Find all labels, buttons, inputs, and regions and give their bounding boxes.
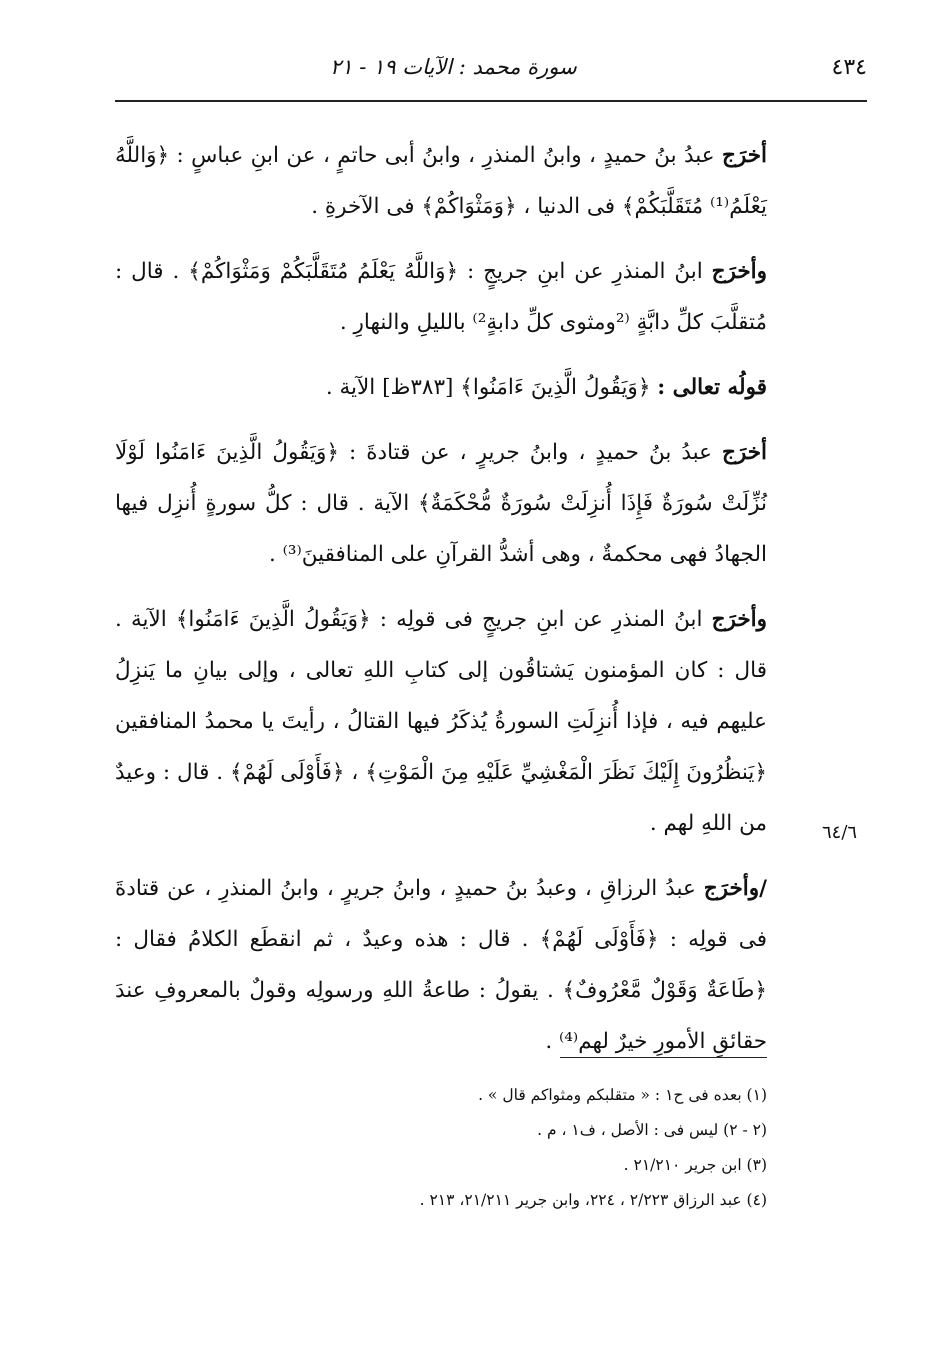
paragraph-text: ابنُ المنذرِ عن ابنِ جريجٍ فى قولِه : ﴿وَيَقُولُ الَّذِينَ ءَامَنُوا﴾ الآية . قال : كان المؤمنون يَشتاقُون إلى كتابِ اللهِ تعالى ، وإلى بيانِ ما يَنزِلُ عليهم فيه ، فإذا أُنزِلَتِ السورةُ يُذكَرُ فيها القتالُ ، رأيتَ يا محمدُ المنافقين ﴿يَنظُرُونَ إِلَيْكَ نَظَرَ الْمَغْشِيِّ عَلَيْهِ مِنَ الْمَوْتِ﴾ ، ﴿فَأَوْلَى لَهُمْ﴾ . قال : وعيدٌ من اللهِ لهم . bbox=[115, 607, 767, 836]
paragraph-lead: وأخرَج bbox=[711, 259, 767, 284]
paragraph-lead: أخرَج bbox=[721, 440, 767, 465]
paragraph-text: ﴿وَيَقُولُ الَّذِينَ ءَامَنُوا﴾ [٣٨٣ظ] الآية . bbox=[325, 375, 658, 400]
paragraph-text: ابنُ المنذرِ عن ابنِ جريجٍ : ﴿وَاللَّهُ يَعْلَمُ مُتَقَلَّبَكُمْ وَمَثْوَاكُمْ﴾ . قال : مُتقلَّبَ كلِّ دابَّةٍ ⁽²ومثوى كلِّ دابةٍ²⁾ بالليلِ والنهارِ . bbox=[115, 259, 767, 335]
margin-folio-note: ٦٤/٦ bbox=[822, 822, 858, 843]
running-title: سورة محمد : الآيات ١٩ - ٢١ bbox=[330, 55, 577, 79]
footnote: (١) بعده فى ح١ : « متقلبكم ومثواكم قال » . bbox=[478, 1086, 767, 1104]
footnote: (٤) عبد الرزاق ٢/٢٢٣ ، ٢٢٤، وابن جرير ٢١/٢١١، ٢١٣ . bbox=[419, 1191, 767, 1209]
paragraph-lead: قولُه تعالى : bbox=[657, 375, 767, 400]
footnote: (٣) ابن جرير ٢١/٢١٠ . bbox=[623, 1156, 767, 1174]
footnote-rule bbox=[560, 1057, 767, 1058]
page-header bbox=[115, 55, 867, 95]
footnotes bbox=[250, 1078, 767, 1218]
main-text bbox=[115, 130, 767, 1081]
paragraph-lead: /وأخرَج bbox=[703, 876, 767, 901]
header-rule bbox=[115, 100, 867, 102]
footnote: (٢ - ٢) ليس فى : الأصل ، ف١ ، م . bbox=[537, 1121, 767, 1139]
paragraph-text: عبدُ بنُ حميدٍ ، وابنُ المنذرِ ، وابنُ أبى حاتمٍ ، عن ابنِ عباسٍ : ﴿وَاللَّهُ يَعْلَمُ⁽¹⁾ مُتَقَلَّبَكُمْ﴾ فى الدنيا ، ﴿وَمَثْوَاكُمْ﴾ فى الآخرةِ . bbox=[115, 143, 767, 219]
paragraph-text: عبدُ الرزاقِ ، وعبدُ بنُ حميدٍ ، وابنُ جريرٍ ، وابنُ المنذرِ ، عن قتادةَ فى قولِه : ﴿فَأَوْلَى لَهُمْ﴾ . قال : هذه وعيدٌ ، ثم انقطَع الكلامُ فقال : ﴿طَاعَةٌ وَقَوْلٌ مَّعْرُوفٌ﴾ . يقولُ : طاعةُ اللهِ ورسولِه وقولٌ بالمعروفِ عندَ حقائقِ الأمورِ خيرٌ لهم⁽⁴⁾ . bbox=[115, 876, 767, 1054]
paragraph bbox=[115, 863, 767, 1067]
paragraph bbox=[115, 427, 767, 580]
paragraph-lead: وأخرَج bbox=[711, 607, 767, 632]
paragraph bbox=[115, 362, 767, 413]
paragraph-lead: أخرَج bbox=[721, 143, 767, 168]
paragraph bbox=[115, 594, 767, 849]
paragraph-text: عبدُ بنُ حميدٍ ، وابنُ جريرٍ ، عن قتادةَ : ﴿وَيَقُولُ الَّذِينَ ءَامَنُوا لَوْلَا نُزِّلَتْ سُورَةٌ فَإِذَا أُنزِلَتْ سُورَةٌ مُّحْكَمَةٌ﴾ الآية . قال : كلُّ سورةٍ أُنزِل فيها الجهادُ فهى محكمةٌ ، وهى أشدُّ القرآنِ على المنافقينَ⁽³⁾ . bbox=[115, 440, 767, 567]
paragraph bbox=[115, 130, 767, 232]
page-number: ٤٣٤ bbox=[831, 55, 867, 80]
paragraph bbox=[115, 246, 767, 348]
